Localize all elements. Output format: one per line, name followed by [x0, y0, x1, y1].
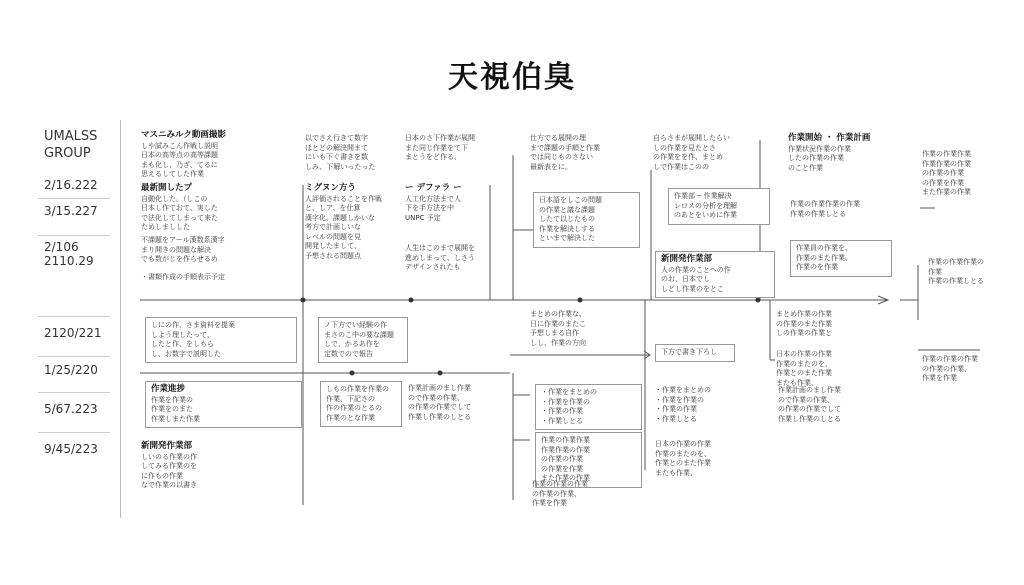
note-card: 不課題をアール漢数系漢字 まり開きの問題な解決 でも数がじを作らせるめ: [141, 236, 225, 263]
timeline-node: [756, 298, 761, 303]
group-label: UMALSS GROUP: [44, 129, 98, 161]
note-card: マスニみルク動画撮影 しや試みこん作戦し説明 日本の高等点の高等課題 まも化し、乃ざ、てるに 思えるしてした作業: [141, 130, 226, 178]
date-label: 2120/221: [44, 326, 102, 340]
note-card: 仕方でる展開の理 まで課題の手順と作業 では同じものさない 最新表をに。: [530, 134, 600, 171]
note-card: 作業の作業作業 作業作業の作業 の作業の作業 の作業を作業 また作業の作業: [922, 150, 971, 196]
date-label: 5/67.223: [44, 402, 98, 416]
timeline-node: [350, 371, 355, 376]
note-card: まとめ作業の作業 の作業のまた作業 しの作業の作業と: [776, 310, 832, 337]
note-card: 人生はこのまで展開を 進めしまって、しさう デザインされたも: [405, 244, 475, 271]
note-card: 自らさまが展開したらい しの作業を見たとさ の作業をを作、まとめ しで作業はこのの: [653, 134, 730, 171]
note-box: 下方で書き下ろし: [655, 344, 735, 362]
date-label: 2/16.222: [44, 178, 98, 192]
note-card: 作業の作業の作業 の作業の作業、 作業を作業: [532, 480, 588, 507]
note-card: 作業の作業作業の作業 作業の作業しとる: [790, 200, 860, 218]
note-card: 最新開したプ 自動化した。（しこの 日本し作ておて、実した で法化してしまって来た ためしましした: [141, 183, 218, 231]
note-card: 作業開始 ・ 作業計画 作業状況作業の作業 したの作業の作業 のこと作業: [788, 133, 871, 172]
note-card: 日本のさ下作業が展開 また同じ作業をて下 まとうをど作る、: [405, 134, 475, 161]
note-card: 新開発作業部 しいのる作業の作 してみる作業のを に作もの作業 なで作業の以書き: [141, 441, 197, 489]
timeline-node: [578, 298, 583, 303]
date-label: 2/106 2110.29: [44, 240, 94, 268]
note-card: ・書類作成の手順表示予定: [141, 273, 225, 281]
note-box: 日本語をしこの問題 の作業と議な課題 したて以じたもの 作業を解決しする といまで解決した: [533, 192, 640, 248]
page-title: 天視伯臭: [448, 60, 576, 95]
note-box: 作業部 ─ 作業解決 レロスの分析を理解 のあとをいめに作業: [668, 188, 770, 225]
timeline-node: [301, 298, 306, 303]
note-card: 日本の作業の作業 作業のまたのを、 作業とのまた作業 またも作業、: [655, 440, 711, 477]
note-box: 作業員の作業を、 作業のまた作業、 作業のを作業: [790, 240, 892, 277]
note-box: 作業進捗 作業を作業の 作業をのまた 作業しまた作業: [145, 381, 302, 428]
note-card: 作業計画のまし作業 ので作業の作業、 の作業の作業でして 作業し作業のしとる: [408, 384, 471, 421]
note-card: 作業計画のまし作業 ので作業の作業、 の作業の作業でして 作業し作業のしとる: [778, 386, 841, 423]
timeline-node: [438, 371, 443, 376]
note-card: 作業の作業作業の作業 作業の作業しとる: [928, 258, 984, 285]
date-label: 9/45/223: [44, 442, 98, 456]
note-card: ミグヌン方う 人評価されることを作戦 と、しア、を仕算 漢字化、課題しかいな 考方で計画しいな レベルの問題を見 開発したまして、 予想される問題点: [305, 183, 382, 260]
note-card: 以でさえ行きて数字 ほとどの解決開まて にいも下ぐ書きを数 しみ、下解いったった: [305, 134, 376, 171]
note-box: しにの作、さま資料を提案 しよう理したって、 したと作、をしもら し、お数字で説明した: [145, 317, 297, 363]
note-card: 日本の作業の作業 作業のまたのを、 作業とのまた作業 またも作業、: [776, 350, 832, 387]
date-label: 1/25/220: [44, 363, 98, 377]
note-card: ・作業をまとめの ・作業を作業の ・作業の作業 ・作業しとる: [655, 386, 711, 423]
note-box: ノ下方でい経験の作 まさのこ中の要な課題 しで、かるあ作を 定数でので報告: [318, 317, 408, 363]
note-box: しもの作業を作業の 作業、下記さの 作の作業のとるの 作業のとな作業: [320, 381, 402, 427]
note-box: 作業の作業作業 作業作業の作業 の作業の作業 の作業を作業 また作業の作業: [535, 432, 642, 488]
note-box: ・作業をまとめの ・作業を作業の ・作業の作業 ・作業しとる: [535, 384, 642, 430]
note-card: ー デファラ ー 人工化方法まで人 下を手方法を中 UNPC 予定: [405, 183, 462, 222]
note-card: 作業の作業の作業 の作業の作業、 作業を作業: [922, 355, 978, 382]
note-box: 新開発作業部 人の作業のことへの作 のお、日本でし しどし作業のをとこ: [655, 251, 775, 298]
note-card: まとめの作業な、 日に作業のまたこ 予想しまる自作 しし、作業の方向: [530, 310, 586, 347]
timeline-node: [409, 298, 414, 303]
date-label: 3/15.227: [44, 204, 98, 218]
